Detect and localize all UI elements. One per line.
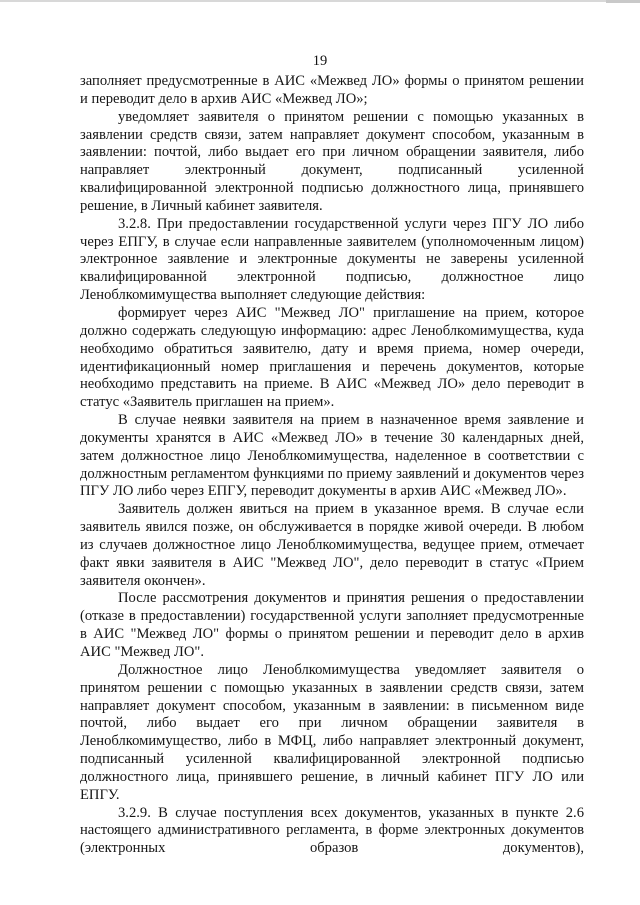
- paragraph-3: 3.2.8. При предоставлении государственной услуги через ПГУ ЛО либо через ЕПГУ, в случае если направленные заявителем (уполномоченным лицом) электронное заявление и электронные документы не заверены усиленной квалифицированной электронной подписью, должностное лицо Леноблкомимущества выполняет следующие действия:: [80, 215, 584, 304]
- scan-edge-corner: [606, 0, 640, 3]
- scan-edge: [0, 0, 640, 2]
- page-number: 19: [312, 53, 328, 69]
- paragraph-2: уведомляет заявителя о принятом решении с помощью указанных в заявлении средств связи, затем направляет документ способом, указанным в заявлении: почтой, либо выдает его при личном обращении заявителя, либо направляет электронный документ, подписанный усиленной квалифицированной электронной подписью должностного лица, принявшего решение, в Личный кабинет заявителя.: [80, 108, 584, 214]
- document-body: [80, 73, 584, 858]
- paragraph-6: Заявитель должен явиться на прием в указанное время. В случае если заявитель явился позже, он обслуживается в порядке живой очереди. В любом из случаев должностное лицо Леноблкомимущества, ведущее прием, отмечает факт явки заявителя в АИС "Межвед ЛО", дело переводит в статус «Прием заявителя окончен».: [80, 501, 584, 589]
- paragraph-9: 3.2.9. В случае поступления всех документов, указанных в пункте 2.6 настоящего административного регламента, в форме электронных документов (электронных образов документов),: [80, 804, 584, 857]
- paragraph-1: заполняет предусмотренные в АИС «Межвед ЛО» формы о принятом решении и переводит дело в архив АИС «Межвед ЛО»;: [80, 73, 584, 107]
- paragraph-8: Должностное лицо Леноблкомимущества уведомляет заявителя о принятом решении с помощью указанных в заявлении средств связи, затем направляет документ способом, указанным в заявлении: в письменном виде почтой, либо выдает его при личном обращении заявителя в Леноблкомимущество, либо в МФЦ, либо направляет электронный документ, подписанный усиленной квалифицированной электронной подписью должностного лица, принявшего решение, в личный кабинет ПГУ ЛО или ЕПГУ.: [80, 661, 584, 803]
- paragraph-4: формирует через АИС "Межвед ЛО" приглашение на прием, которое должно содержать следующую информацию: адрес Леноблкомимущества, куда необходимо обратиться заявителю, дату и время приема, номер очереди, идентификационный номер приглашения и перечень документов, которые необходимо представить на приеме. В АИС «Межвед ЛО» дело переводит в статус «Заявитель приглашен на прием».: [80, 304, 584, 411]
- paragraph-5: В случае неявки заявителя на прием в назначенное время заявление и документы хранятся в АИС «Межвед ЛО» в течение 30 календарных дней, затем должностное лицо Леноблкомимущества, наделенное в соответствии с должностным регламентом функциями по приему заявлений и документов через ПГУ ЛО либо через ЕПГУ, переводит документы в архив АИС «Межвед ЛО».: [80, 412, 584, 500]
- paragraph-7: После рассмотрения документов и принятия решения о предоставлении (отказе в предоставлении) государственной услуги заполняет предусмотренные в АИС "Межвед ЛО" формы о принятом решении и переводит дело в архив АИС "Межвед ЛО".: [80, 590, 584, 660]
